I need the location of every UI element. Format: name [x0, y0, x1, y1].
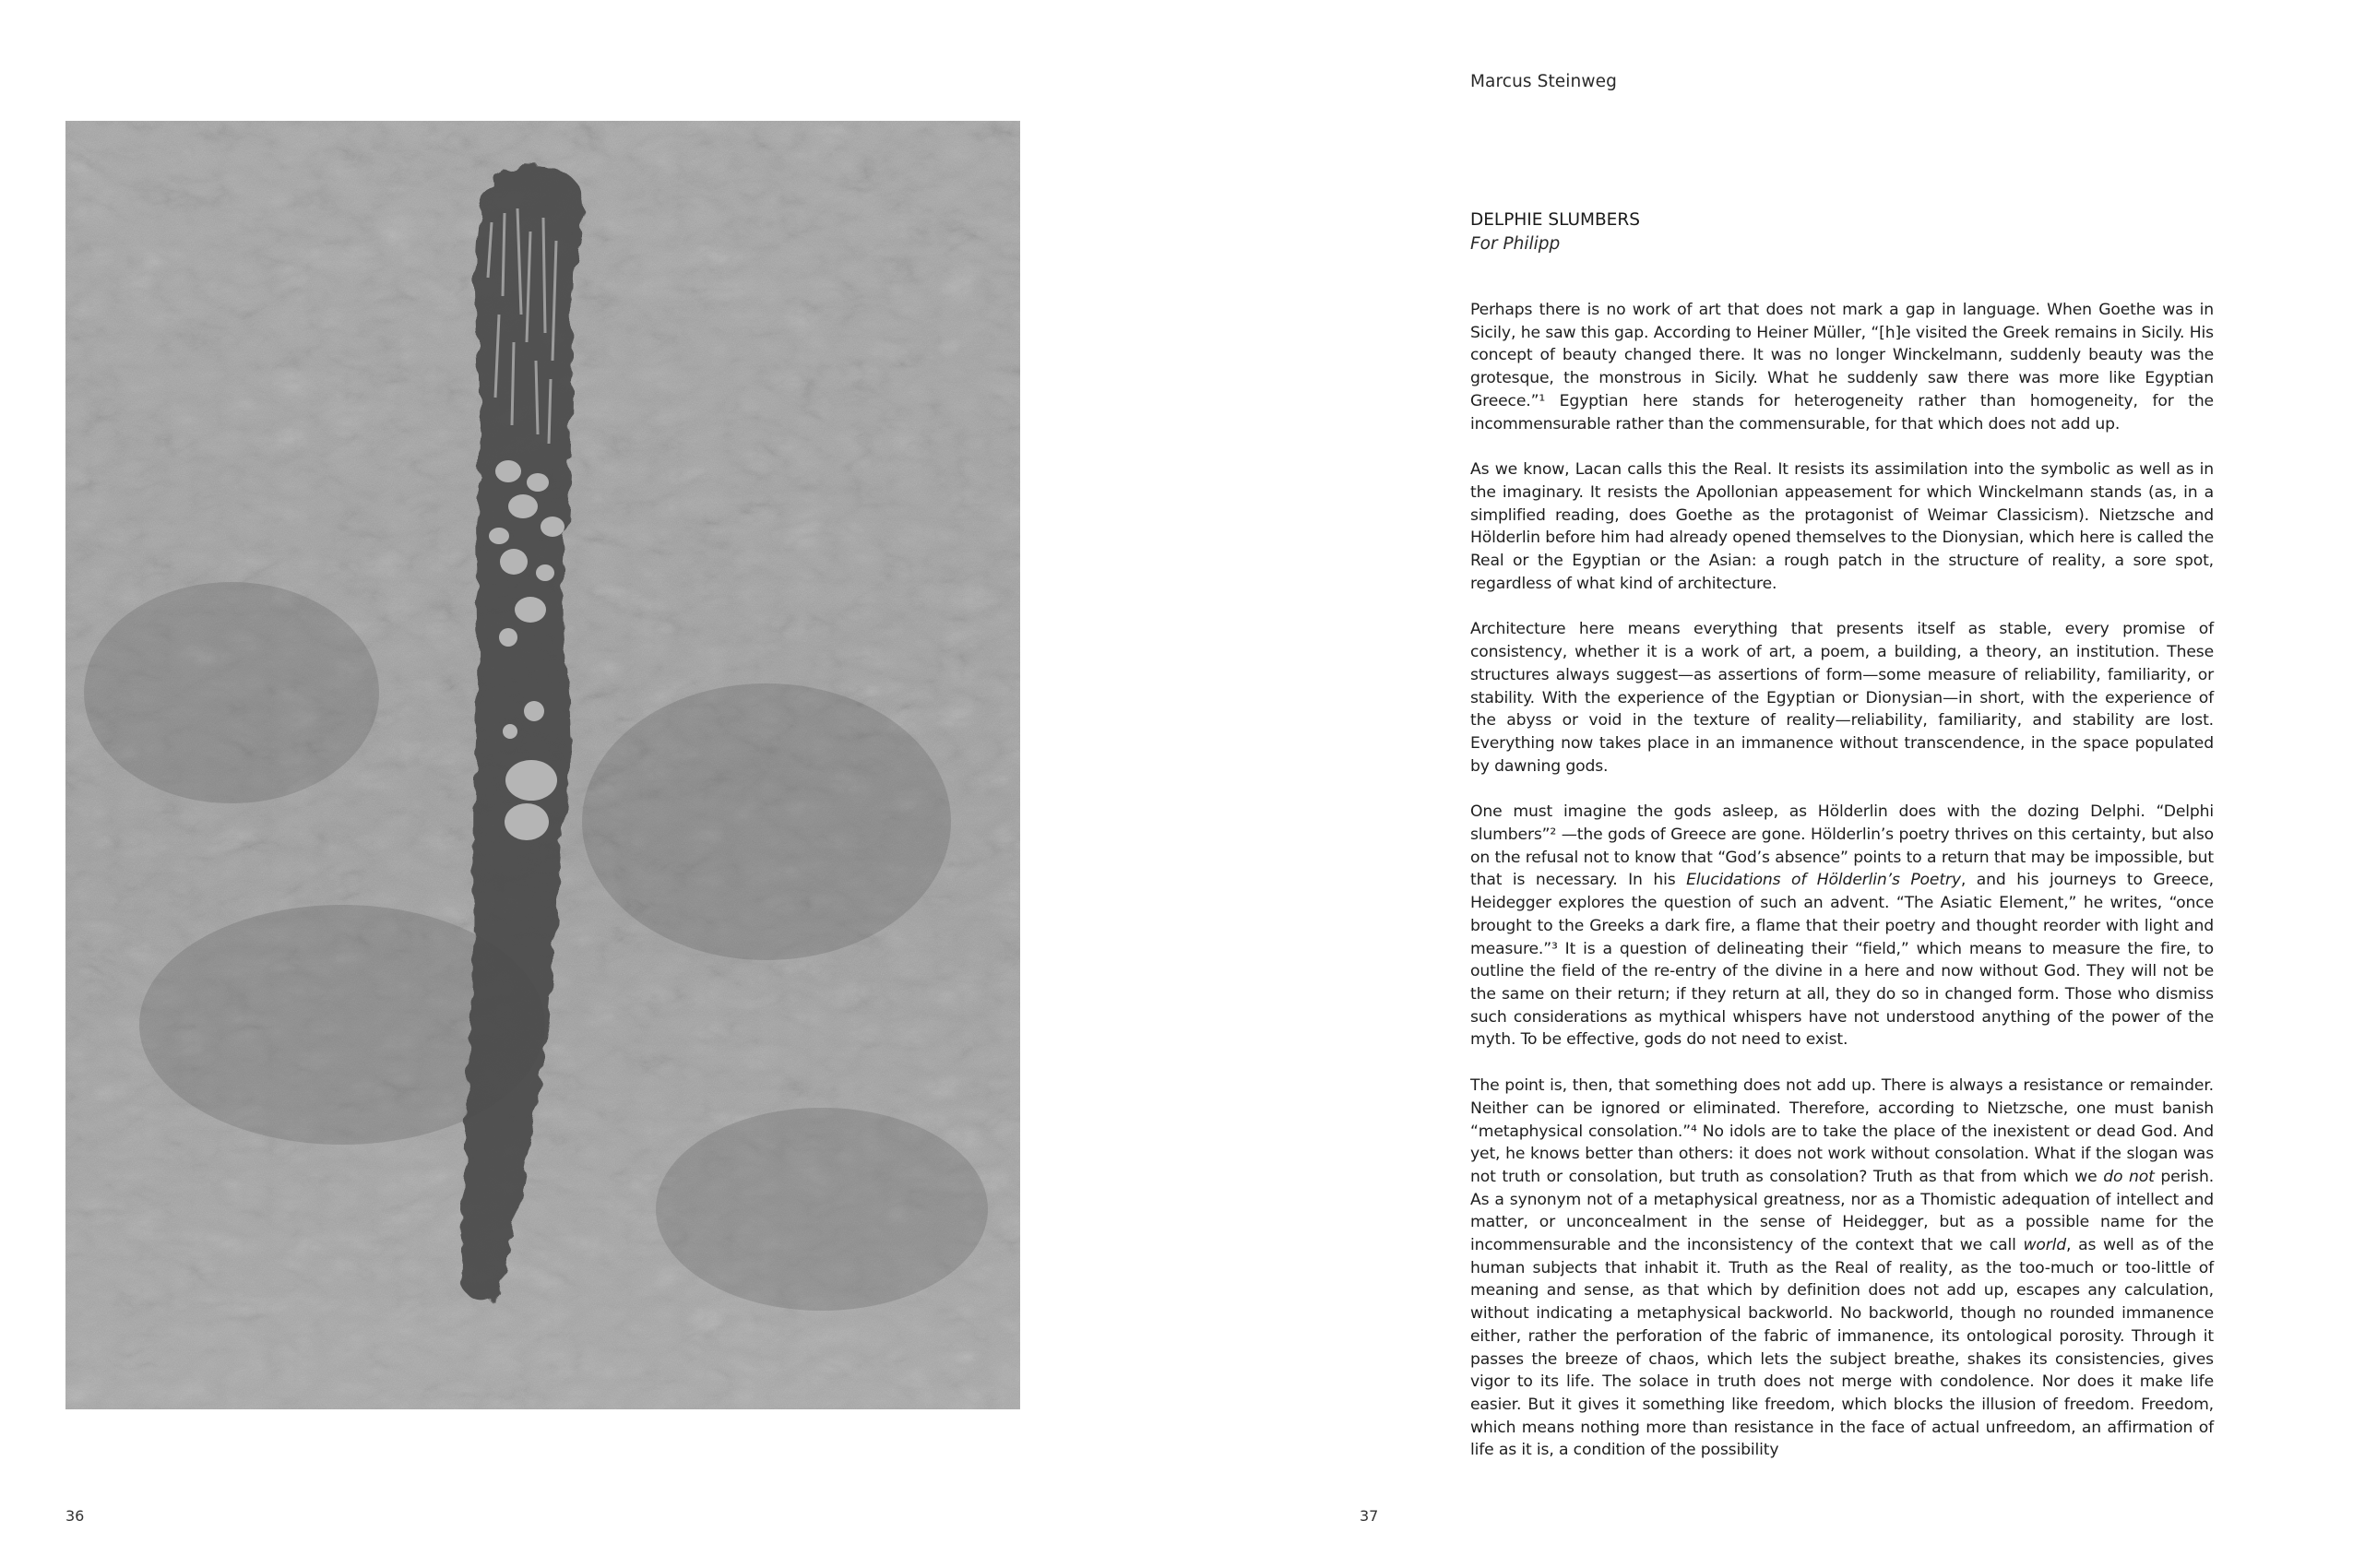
paragraph: As we know, Lacan calls this the Real. It resists its assimilation into the symbolic as well as in the imaginary. It resists the Apollonian appeasement for which Winckelmann stands (as, in a simplified reading, does Goethe as the protagonist of Weimar Classicism). Nietzsche and Hölderlin before him had already opened themselves to the Dionysian, which here is called the Real or the Egyptian or the Asian: a rough patch in the structure of reality, a sore spot, regardless of what kind of architecture.	[1470, 460, 2214, 593]
paragraph: One must imagine the gods asleep, as Hölderlin does with the dozing Delphi. “Delphi slumbers”² —the gods of Greece are gone. Hölderlin’s poetry thrives on this certainty, but also on the refusal not to know that “God’s absence” points to a return that may be impossible, but that is necessary. In his Elucidations of Hölderlin’s Poetry, and his journeys to Greece, Heidegger explores the question of such an advent. “The Asiatic Element,” he writes, “once brought to the Greeks a dark fire, a flame that their poetry and thought reorder with light and measure.”³ It is a question of delineating their “field,” which means to measure the fire, to outline the field of the re-entry of the divine in a here and now without God. They will not be the same on their return; if they return at all, they do so in changed form. Those who dismiss such considerations as mythical whispers have not understood anything of the power of the myth. To be effective, gods do not need to exist.	[1470, 802, 2214, 1050]
essay-body	[1470, 208, 2214, 1485]
paragraph: Perhaps there is no work of art that does not mark a gap in language. When Goethe was in Sicily, he saw this gap. According to Heiner Müller, “[h]e visited the Greek remains in Sicily. His concept of beauty changed there. It was no longer Winckelmann, suddenly beauty was the grotesque, the monstrous in Sicily. What he suddenly saw there was more like Egyptian Greece.”¹ Egyptian here stands for heterogeneity rather than homogeneity, for the incommensurable rather than the commensurable, for that which does not add up.	[1470, 301, 2214, 434]
essay-dedication: For Philipp	[1470, 234, 1561, 254]
italic-book-title: Elucidations of Hölderlin’s Poetry	[1686, 871, 1961, 890]
paragraph: The point is, then, that something does not add up. There is always a resistance or remainder. Neither can be ignored or eliminated. Therefore, according to Nietzsche, one must banish “metaphysical consolation.”⁴ No idols are to take the place of the inexistent or dead God. And yet, he knows better than others: it does not work without consolation. What if the slogan was not truth or consolation, but truth as consolation? Truth as that from which we do not perish. As a synonym not of a metaphysical greatness, nor as a Thomistic adequation of intellect and matter, or unconcealment in the sense of Heidegger, but as a possible name for the incommensurable and the inconsistency of the context that we call world, as well as of the human subjects that inhabit it. Truth as the Real of reality, as the too-much or too-little of meaning and sense, as that which by definition does not add up, escapes any calculation, without indicating a metaphysical backworld. No backworld, though no rounded immanence either, rather the perforation of the fabric of immanence, its ontological porosity. Through it passes the breeze of chaos, which lets the subject breathe, shakes its consistencies, gives vigor to its life. The solace in truth does not merge with condolence. Nor does it make life easier. But it gives it something like freedom, which blocks the illusion of freedom. Freedom, which means nothing more than resistance in the face of actual unfreedom, an affirmation of life as it is, a condition of the possibility	[1470, 1076, 2215, 1460]
artwork-illustration	[65, 121, 1020, 1409]
artwork-image	[65, 121, 1020, 1409]
paragraph: Architecture here means everything that presents itself as stable, every promise of consistency, whether it is a work of art, a poem, a building, a theory, an institution. These structures always suggest—as assertions of form—some measure of reliability, familiarity, or stability. With the experience of the Egyptian or Dionysian—in short, with the experience of the abyss or void in the texture of reality—reliability, familiarity, and stability are lost. Everything now takes place in an immanence without transcendence, in the space populated by dawning gods.	[1470, 620, 2214, 776]
essay-title: DELPHIE SLUMBERS	[1470, 210, 1640, 230]
author-name: Marcus Steinweg	[1470, 72, 1617, 91]
italic-emphasis: world	[2023, 1236, 2067, 1255]
page-number-left: 36	[65, 1507, 85, 1525]
italic-emphasis: do not	[2103, 1167, 2155, 1186]
page-number-right: 37	[1360, 1507, 1379, 1525]
